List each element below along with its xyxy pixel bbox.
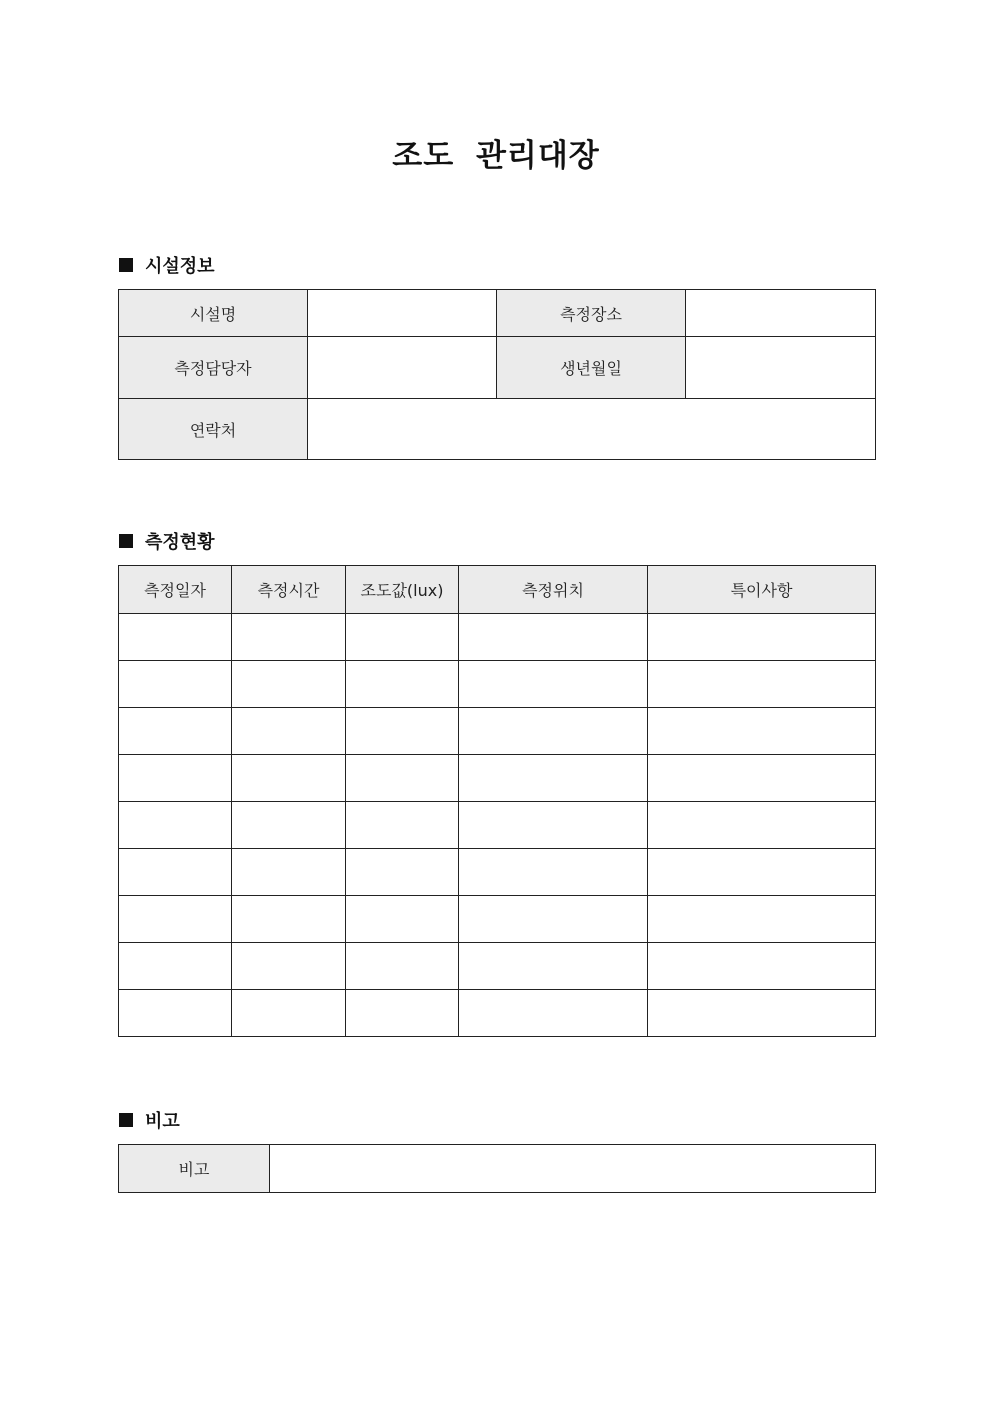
- column-header-lux: 조도값(lux): [346, 566, 459, 614]
- table-row: [119, 802, 876, 849]
- date-cell[interactable]: [119, 614, 232, 661]
- date-cell[interactable]: [119, 802, 232, 849]
- location-cell[interactable]: [459, 614, 648, 661]
- notes-cell[interactable]: [648, 896, 876, 943]
- facility-row-1: [119, 290, 876, 337]
- location-cell[interactable]: [459, 708, 648, 755]
- notes-cell[interactable]: [648, 614, 876, 661]
- lux-cell[interactable]: [346, 755, 459, 802]
- time-cell[interactable]: [232, 755, 346, 802]
- measure-manager-label: 측정담당자: [119, 337, 308, 399]
- lux-cell[interactable]: [346, 802, 459, 849]
- facility-section-heading: [119, 253, 215, 277]
- notes-cell[interactable]: [648, 661, 876, 708]
- notes-cell[interactable]: [648, 849, 876, 896]
- facility-name-label: 시설명: [119, 290, 308, 337]
- measurement-header-row: [119, 566, 876, 614]
- lux-cell[interactable]: [346, 849, 459, 896]
- contact-field[interactable]: [308, 399, 876, 460]
- time-cell[interactable]: [232, 802, 346, 849]
- remarks-label: 비고: [119, 1145, 270, 1193]
- time-cell[interactable]: [232, 990, 346, 1037]
- location-cell[interactable]: [459, 661, 648, 708]
- measure-place-field[interactable]: [686, 290, 876, 337]
- table-row: [119, 708, 876, 755]
- remarks-section-title: 비고: [145, 1111, 180, 1132]
- time-cell[interactable]: [232, 614, 346, 661]
- remarks-field[interactable]: [270, 1145, 876, 1193]
- date-cell[interactable]: [119, 990, 232, 1037]
- lux-cell[interactable]: [346, 943, 459, 990]
- table-row: [119, 896, 876, 943]
- date-cell[interactable]: [119, 755, 232, 802]
- notes-cell[interactable]: [648, 708, 876, 755]
- measurement-section-heading: [119, 529, 215, 553]
- notes-cell[interactable]: [648, 755, 876, 802]
- black-square-icon: [119, 534, 133, 548]
- column-header-location: 측정위치: [459, 566, 648, 614]
- lux-cell[interactable]: [346, 990, 459, 1037]
- time-cell[interactable]: [232, 896, 346, 943]
- remarks-section-heading: [119, 1108, 180, 1132]
- facility-row-2: [119, 337, 876, 399]
- location-cell[interactable]: [459, 849, 648, 896]
- date-cell[interactable]: [119, 661, 232, 708]
- black-square-icon: [119, 258, 133, 272]
- table-row: [119, 661, 876, 708]
- time-cell[interactable]: [232, 708, 346, 755]
- location-cell[interactable]: [459, 755, 648, 802]
- date-cell[interactable]: [119, 708, 232, 755]
- date-cell[interactable]: [119, 896, 232, 943]
- notes-cell[interactable]: [648, 943, 876, 990]
- facility-name-field[interactable]: [308, 290, 497, 337]
- location-cell[interactable]: [459, 802, 648, 849]
- facility-row-3: [119, 399, 876, 460]
- contact-label: 연락처: [119, 399, 308, 460]
- lux-cell[interactable]: [346, 614, 459, 661]
- notes-cell[interactable]: [648, 990, 876, 1037]
- measure-manager-field[interactable]: [308, 337, 497, 399]
- column-header-time: 측정시간: [232, 566, 346, 614]
- location-cell[interactable]: [459, 990, 648, 1037]
- date-cell[interactable]: [119, 849, 232, 896]
- table-row: [119, 755, 876, 802]
- remarks-row: [119, 1145, 876, 1193]
- measurement-table: [118, 565, 876, 1037]
- time-cell[interactable]: [232, 849, 346, 896]
- time-cell[interactable]: [232, 943, 346, 990]
- date-cell[interactable]: [119, 943, 232, 990]
- location-cell[interactable]: [459, 943, 648, 990]
- column-header-date: 측정일자: [119, 566, 232, 614]
- birth-date-label: 생년월일: [497, 337, 686, 399]
- notes-cell[interactable]: [648, 802, 876, 849]
- measure-place-label: 측정장소: [497, 290, 686, 337]
- black-square-icon: [119, 1113, 133, 1127]
- column-header-notes: 특이사항: [648, 566, 876, 614]
- lux-cell[interactable]: [346, 708, 459, 755]
- table-row: [119, 614, 876, 661]
- table-row: [119, 990, 876, 1037]
- facility-info-table: [118, 289, 876, 460]
- page-title: 조도 관리대장: [392, 138, 600, 174]
- time-cell[interactable]: [232, 661, 346, 708]
- lux-cell[interactable]: [346, 661, 459, 708]
- remarks-table: [118, 1144, 876, 1193]
- table-row: [119, 849, 876, 896]
- location-cell[interactable]: [459, 896, 648, 943]
- birth-date-field[interactable]: [686, 337, 876, 399]
- facility-section-title: 시설정보: [145, 256, 215, 277]
- table-row: [119, 943, 876, 990]
- measurement-section-title: 측정현황: [145, 532, 215, 553]
- lux-cell[interactable]: [346, 896, 459, 943]
